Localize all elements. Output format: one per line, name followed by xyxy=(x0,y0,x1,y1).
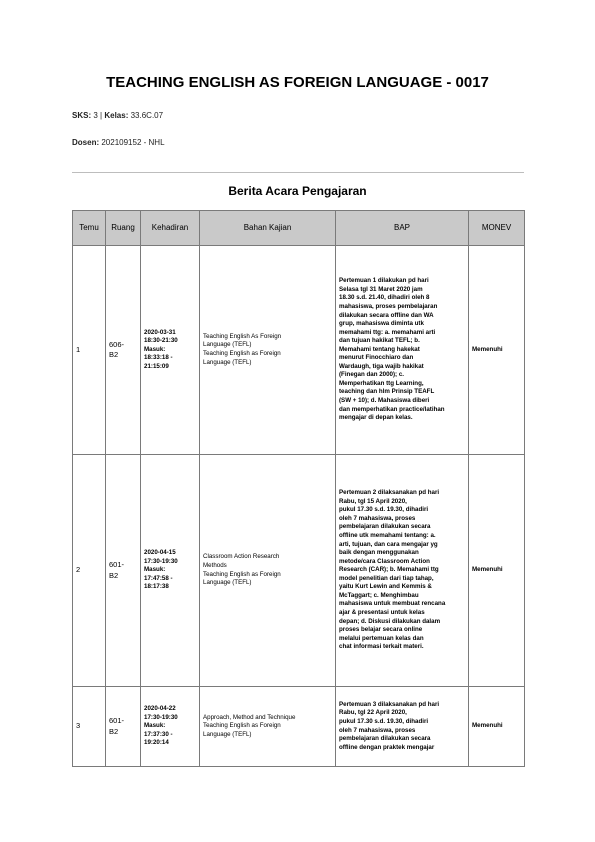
cell-ruang xyxy=(106,687,141,767)
table-row xyxy=(73,246,525,455)
cell-monev: Memenuhi xyxy=(469,246,525,455)
cell-bap-line: Wardaugh, tiga wajib hakikat xyxy=(339,362,424,370)
cell-bap-line: grup, mahasiswa diminta utk xyxy=(339,320,424,328)
cell-bap-line: Pertemuan 2 dilaksanakan pd hari xyxy=(339,489,440,497)
cell-bap-line: menurut Finocchiaro dan xyxy=(339,354,414,362)
header-monev: MONEV xyxy=(469,211,525,246)
divider xyxy=(72,172,524,173)
cell-bap-line: oleh 7 mahasiswa, proses xyxy=(339,726,416,734)
cell-bahan-kajian-line: Teaching English as Foreign xyxy=(203,350,281,357)
cell-bap-line: yaitu Kurt Lewin and Kemmis & xyxy=(339,583,432,591)
cell-bap-line: McTaggart; c. Menghimbau xyxy=(339,591,419,599)
table-header-row xyxy=(73,211,525,246)
cell-kehadiran xyxy=(141,246,200,455)
dosen-line xyxy=(72,138,165,147)
cell-bap-line: Memperhatikan ttg Learning, xyxy=(339,379,424,387)
cell-bap-line: oleh 7 mahasiswa, proses xyxy=(339,514,416,522)
cell-kehadiran-line: 18:17:38 xyxy=(144,583,169,591)
cell-ruang-line: B2 xyxy=(109,726,119,736)
cell-bap-line: arti, tujuan, dan cara mengajar yg xyxy=(339,540,438,548)
cell-ruang-line: B2 xyxy=(109,570,119,580)
cell-bap-line: mahasiswa, proses pembelajaran xyxy=(339,302,438,310)
cell-bap xyxy=(336,455,469,687)
cell-ruang xyxy=(106,455,141,687)
cell-kehadiran-line: 21:15:09 xyxy=(144,362,169,370)
header-temu: Temu xyxy=(73,211,106,246)
cell-bap-line: metode/cara Classroom Action xyxy=(339,557,430,565)
cell-kehadiran-line: Masuk: xyxy=(144,345,166,353)
cell-bap-line: pembelajaran dilakukan secara xyxy=(339,523,431,531)
cell-kehadiran-line: 2020-04-15 xyxy=(144,549,176,557)
cell-bahan-kajian-line: Language (TEFL) xyxy=(203,358,252,366)
cell-kehadiran-line: 17:37:30 - xyxy=(144,730,173,738)
cell-bahan-kajian-line: Methods xyxy=(203,561,227,569)
cell-bap-line: Research (CAR); b. Memahami ttg xyxy=(339,566,439,574)
cell-bap-line: melalui pertemuan kelas dan xyxy=(339,634,424,642)
cell-bap-line: (Finegan dan 2000); c. xyxy=(339,371,404,379)
cell-bap-line: dilakukan secara offline dan WA xyxy=(339,311,434,319)
cell-kehadiran xyxy=(141,687,200,767)
cell-bap-line: offline utk memahami tentang: a. xyxy=(339,532,436,540)
cell-bap-line: mahasiswa untuk membuat rencana xyxy=(339,600,446,608)
cell-bap-line: proses belajar secara online xyxy=(339,626,423,634)
cell-temu: 2 xyxy=(73,455,106,687)
cell-bap-line: memahami ttg: a. memahami arti xyxy=(339,328,436,336)
cell-kehadiran-line: 18:30-21:30 xyxy=(144,337,178,345)
cell-bahan-kajian-line: Teaching English As Foreign xyxy=(203,332,282,340)
cell-bap-line: offline dengan praktek mengajar xyxy=(339,743,435,751)
cell-ruang xyxy=(106,246,141,455)
cell-bap-line: Selasa tgl 31 Maret 2020 jam xyxy=(339,285,423,293)
dosen-label: Dosen: xyxy=(72,138,100,147)
page-title: TEACHING ENGLISH AS FOREIGN LANGUAGE - 0017 xyxy=(106,74,489,91)
cell-bap-line: Pertemuan 3 dilaksanakan pd hari xyxy=(339,700,440,708)
header-bap: BAP xyxy=(336,211,469,246)
cell-bap-line: 18.30 s.d. 21.40, dihadiri oleh 8 xyxy=(339,294,430,302)
cell-ruang-line: 601- xyxy=(109,560,125,570)
cell-bap xyxy=(336,246,469,455)
cell-bap-line: pembelajaran dilakukan secara xyxy=(339,735,431,743)
meta-separator: | xyxy=(100,111,103,120)
header-ruang: Ruang xyxy=(106,211,141,246)
cell-bap-line: pukul 17.30 s.d. 19.30, dihadiri xyxy=(339,717,429,725)
cell-ruang-line: B2 xyxy=(109,350,119,359)
sks-value: 3 xyxy=(93,111,98,120)
cell-bap-line: teaching dan hlm Prinsip TEAFL xyxy=(339,388,435,396)
header-bahan-kajian: Bahan Kajian xyxy=(200,211,336,246)
dosen-value: 202109152 - NHL xyxy=(101,138,165,147)
cell-bap-line: dan memperhatikan practice/latihan xyxy=(339,405,445,413)
cell-bahan-kajian-line: Teaching English as Foreign xyxy=(203,570,281,578)
cell-bap-line: Rabu, tgl 22 April 2020, xyxy=(339,709,407,717)
cell-bap-line: (SW + 10); d. Mahasiswa diberi xyxy=(339,397,430,404)
cell-ruang-line: 606- xyxy=(109,339,125,349)
cell-monev: Memenuhi xyxy=(469,687,525,767)
cell-bap-line: model penelitian dari tiap tahap, xyxy=(339,574,434,582)
bap-table xyxy=(72,210,525,767)
cell-bap-line: Rabu, tgl 15 April 2020, xyxy=(339,497,407,505)
cell-kehadiran-line: 19:20:14 xyxy=(144,739,169,747)
cell-bahan-kajian xyxy=(200,455,336,687)
cell-bahan-kajian-line: Language (TEFL) xyxy=(203,579,252,587)
cell-kehadiran xyxy=(141,455,200,687)
table-row xyxy=(73,687,525,767)
cell-bap-line: Pertemuan 1 dilakukan pd hari xyxy=(339,277,429,285)
table-row xyxy=(73,455,525,687)
cell-bahan-kajian-line: Teaching English as Foreign xyxy=(203,722,281,730)
kelas-label: Kelas: xyxy=(104,111,129,120)
cell-bahan-kajian-line: Classroom Action Research xyxy=(203,553,280,561)
cell-bap-line: pukul 17.30 s.d. 19.30, dihadiri xyxy=(339,506,429,514)
cell-bap-line: Memahami tentang hakekat xyxy=(339,345,420,353)
sks-label: SKS: xyxy=(72,111,92,120)
cell-kehadiran-line: 17:47:58 - xyxy=(144,574,173,582)
cell-kehadiran-line: 17:30-19:30 xyxy=(144,713,178,721)
cell-kehadiran-line: Masuk: xyxy=(144,722,166,730)
header-kehadiran: Kehadiran xyxy=(141,211,200,246)
cell-bap-line: depan; d. Diskusi dilakukan dalam xyxy=(339,617,441,625)
cell-bahan-kajian-line: Approach, Method and Technique xyxy=(203,713,296,721)
cell-bahan-kajian-line: Language (TEFL) xyxy=(203,341,252,349)
cell-bap-line: mengajar di depan kelas. xyxy=(339,414,413,422)
cell-bap xyxy=(336,687,469,767)
cell-bahan-kajian xyxy=(200,687,336,767)
cell-bahan-kajian xyxy=(200,246,336,455)
section-title: Berita Acara Pengajaran xyxy=(228,184,367,198)
cell-temu: 3 xyxy=(73,687,106,767)
cell-kehadiran-line: 18:33:18 - xyxy=(144,354,173,362)
cell-kehadiran-line: 2020-03-31 xyxy=(144,328,176,336)
cell-ruang-line: 601- xyxy=(109,716,125,726)
cell-kehadiran-line: Masuk: xyxy=(144,566,166,574)
cell-temu: 1 xyxy=(73,246,106,455)
sks-kelas-line xyxy=(72,111,163,120)
kelas-value: 33.6C.07 xyxy=(130,111,164,120)
cell-bap-line: chat informasi terkait materi. xyxy=(339,643,424,651)
cell-kehadiran-line: 17:30-19:30 xyxy=(144,557,178,565)
cell-bap-line: baik dengan menggunakan xyxy=(339,549,419,557)
cell-bap-line: dan tujuan hakikat TEFL; b. xyxy=(339,337,420,345)
cell-monev: Memenuhi xyxy=(469,455,525,687)
cell-bap-line: ajar & presentasi untuk kelas xyxy=(339,608,425,616)
cell-bahan-kajian-line: Language (TEFL) xyxy=(203,730,252,738)
cell-kehadiran-line: 2020-04-22 xyxy=(144,705,176,713)
